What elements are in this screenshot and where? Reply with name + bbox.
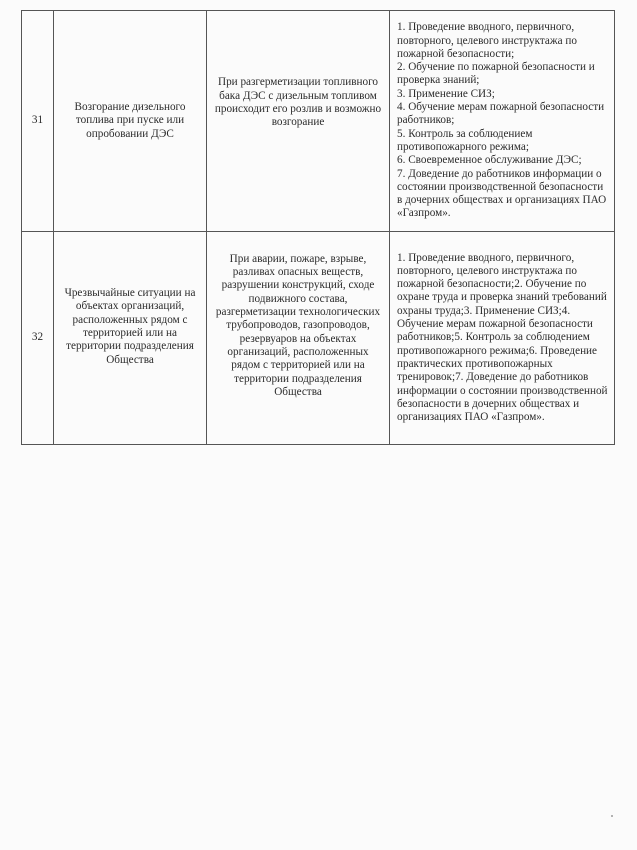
measure-item: 1. Проведение вводного, первичного, повторного, целевого инструктажа по пожарной безопасности; bbox=[397, 21, 577, 60]
cause-cell bbox=[207, 232, 390, 445]
hazard-text: Чрезвычайные ситуации на объектах организаций, расположенных рядом с территорией или на территории подразделения Общества bbox=[64, 287, 196, 366]
measure-item: 3. Применение СИЗ; bbox=[397, 87, 495, 100]
measures-cell bbox=[390, 232, 615, 445]
measure-item: 5. Контроль за соблюдением противопожарного режима; bbox=[397, 127, 533, 153]
cause-cell bbox=[207, 11, 390, 232]
scan-speck bbox=[611, 815, 613, 817]
hazard-cell bbox=[54, 11, 207, 232]
measure-item: 2. Обучение по пожарной безопасности и проверка знаний; bbox=[397, 61, 595, 87]
hazard-table bbox=[21, 10, 615, 445]
cause-text: При разгерметизации топливного бака ДЭС с дизельным топливом происходит его розлив и возможно возгорание bbox=[214, 76, 382, 129]
measures-cell bbox=[390, 11, 615, 232]
row-number: 32 bbox=[22, 232, 54, 445]
row-number: 31 bbox=[22, 11, 54, 232]
hazard-text: Возгорание дизельного топлива при пуске или опробовании ДЭС bbox=[74, 101, 186, 140]
measure-item: 4. Обучение мерам пожарной безопасности работников; bbox=[397, 101, 605, 127]
hazard-cell bbox=[54, 232, 207, 445]
cause-text: При аварии, пожаре, взрыве, разливах опасных веществ, разрушении конструкций, сходе подвижного состава, разгерметизации технологических трубопроводов, газопроводов, резервуаров на объектах организаций, расположенных рядом с территорией или на территории подразделения Общества bbox=[215, 252, 381, 398]
table-row bbox=[22, 232, 615, 445]
measures-text: 1. Проведение вводного, первичного, повторного, целевого инструктажа по пожарной безопасности;2. Обучение по охране труда и проверка знаний требований охраны труда;3. Применение СИЗ;4. Обучение мерам пожарной безопасности работников;5. Контроль за соблюдением противопожарного режима;6. Проведение практических противопожарных тренировок;7. Доведение до работников информации о состоянии производственной безопасности в дочерних обществах и организациях ПАО «Газпром». bbox=[397, 251, 608, 424]
measure-item: 7. Доведение до работников информации о состоянии производственной безопасности в дочерних обществах и организациях ПАО «Газпром». bbox=[397, 167, 607, 220]
table-row bbox=[22, 11, 615, 232]
measure-item: 6. Своевременное обслуживание ДЭС; bbox=[397, 154, 582, 167]
